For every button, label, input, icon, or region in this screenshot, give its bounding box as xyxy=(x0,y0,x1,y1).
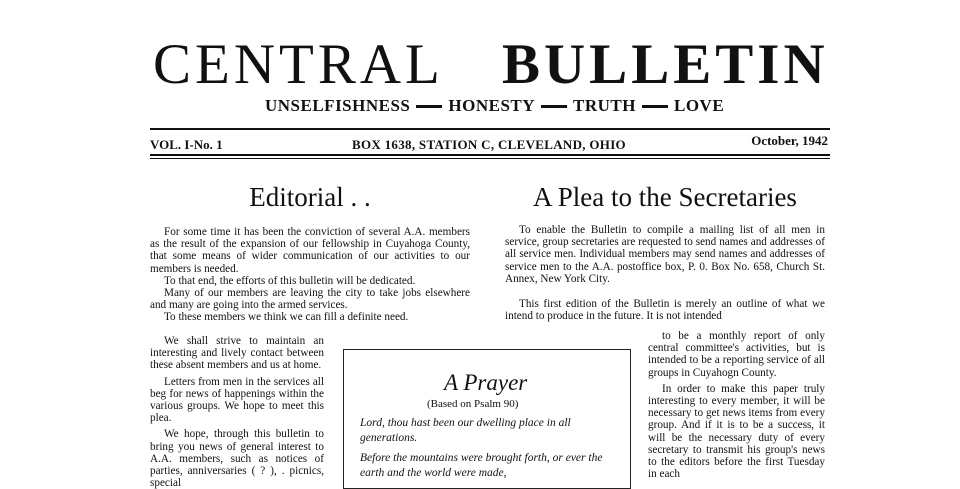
masthead xyxy=(0,30,960,100)
prayer-subtitle: (Based on Psalm 90) xyxy=(427,398,519,410)
editorial-paragraph: To these members we think we can fill a definite need. xyxy=(164,311,409,324)
masthead-central: CENTRAL xyxy=(153,33,444,96)
prayer-title: A Prayer xyxy=(444,370,528,395)
editorial-column-top xyxy=(150,226,470,324)
bottom-rule-2 xyxy=(150,158,830,159)
editorial-paragraph: For some time it has been the conviction of several A.A. members as the result of the expansion of our fellowship in Cuyahoga County, that some means of wider communication of our activities to our members is needed. xyxy=(150,226,470,275)
editorial-paragraph: We shall strive to maintain an interesting and lively contact between these absent members and us at home. xyxy=(150,335,324,372)
motto-unselfishness: UNSELFISHNESS xyxy=(265,96,411,115)
editorial-title: Editorial . . xyxy=(249,182,371,212)
motto-dash xyxy=(642,105,668,108)
volume-number: VOL. I-No. 1 xyxy=(150,137,223,152)
plea-column-bottom xyxy=(648,330,825,480)
prayer-box xyxy=(343,349,631,489)
bottom-rule-1 xyxy=(150,154,830,156)
editorial-paragraph: Many of our members are leaving the city to take jobs elsewhere and many are going into the armed services. xyxy=(150,287,470,312)
editorial-paragraph: To that end, the efforts of this bulletin will be dedicated. xyxy=(164,274,416,287)
plea-column-top xyxy=(505,224,825,322)
plea-paragraph: to be a monthly report of only central committee's activities, but is intended to be a reporting service of all groups in Cuyahogn County. xyxy=(648,330,825,379)
plea-paragraph: In order to make this paper truly interesting to every member, it will be necessary to get news items from every group. And if it is to be a success, it will be the necessary duty of every secretary to transmit his group's news to the editors before the first Tuesday in each xyxy=(648,382,825,481)
motto-dash xyxy=(541,105,567,108)
editorial-column-bottom xyxy=(150,335,324,489)
issue-date: October, 1942 xyxy=(751,133,828,148)
motto-truth: TRUTH xyxy=(573,96,636,115)
info-bar xyxy=(150,133,830,153)
prayer-text xyxy=(360,416,620,481)
plea-paragraph: To enable the Bulletin to compile a mailing list of all men in service, group secretaries are requested to send names and addresses of all service men. Individual members may send names and addresses of service men to the A.A. postoffice box, P. 0. Box No. 658, Church St. Annex, New York City. xyxy=(505,224,825,285)
motto-honesty: HONESTY xyxy=(448,96,536,115)
motto xyxy=(265,96,724,116)
address-line: BOX 1638, STATION C, CLEVELAND, OHIO xyxy=(352,137,626,152)
prayer-line: Before the mountains were brought forth, or ever the earth and the world were made, xyxy=(360,452,603,479)
plea-title: A Plea to the Secretaries xyxy=(533,182,797,212)
prayer-line: Lord, thou hast been our dwelling place in all generations. xyxy=(360,417,571,444)
editorial-paragraph: We hope, through this bulletin to bring you news of general interest to A.A. members, such as notices of parties, anniversaries ( ? ), . picnics, special xyxy=(150,428,324,489)
motto-love: LOVE xyxy=(674,96,725,115)
editorial-paragraph: Letters from men in the services all beg for news of happenings within the various groups. We hope to meet this plea. xyxy=(150,375,324,425)
masthead-bulletin: BULLETIN xyxy=(502,33,829,96)
plea-paragraph: This first edition of the Bulletin is merely an outline of what we intend to produce in the future. It is not intended xyxy=(505,298,825,323)
motto-dash xyxy=(416,105,442,108)
top-rule xyxy=(150,128,830,130)
